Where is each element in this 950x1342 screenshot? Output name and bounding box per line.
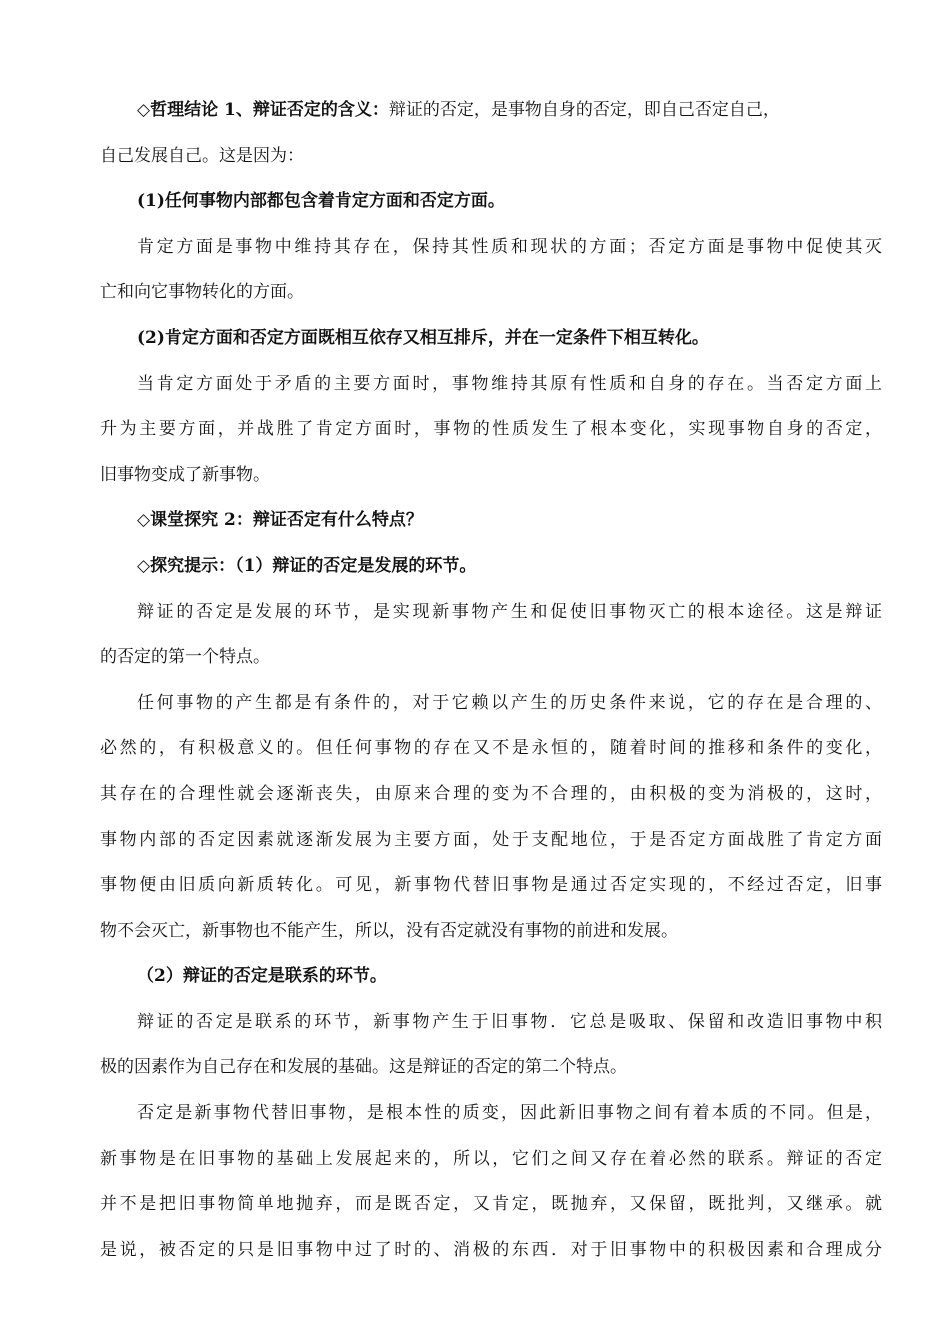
line-21 xyxy=(100,1000,882,1046)
document-body xyxy=(100,88,882,1273)
line-1 xyxy=(100,88,882,134)
line-text: 自己发展自己。这是因为： xyxy=(100,145,304,166)
line-17 xyxy=(100,818,882,864)
line-16 xyxy=(100,772,882,818)
line-4 xyxy=(100,225,882,271)
line-14 xyxy=(100,681,882,727)
line-12 xyxy=(100,590,882,636)
line-22 xyxy=(100,1045,882,1091)
line-text: 当肯定方面处于矛盾的主要方面时，事物维持其原有性质和自身的存在。当否定方面上 xyxy=(137,373,882,394)
section-heading: ◇课堂探究 2：辩证否定有什么特点？ xyxy=(137,510,423,531)
line-7 xyxy=(100,362,882,408)
line-18 xyxy=(100,863,882,909)
line-13 xyxy=(100,635,882,681)
line-26 xyxy=(100,1228,882,1274)
line-text: 升为主要方面，并战胜了肯定方面时，事物的性质发生了根本变化，实现事物自身的否定， xyxy=(100,419,882,440)
line-text: 事物内部的否定因素就逐渐发展为主要方面，处于支配地位，于是否定方面战胜了肯定方面 xyxy=(100,829,882,850)
line-text: 肯定方面是事物中维持其存在，保持其性质和现状的方面；否定方面是事物中促使其灭 xyxy=(137,236,882,257)
line-text: 否定是新事物代替旧事物，是根本性的质变，因此新旧事物之间有着本质的不同。但是， xyxy=(137,1103,882,1124)
line-text: 辩证的否定是发展的环节，是实现新事物产生和促使旧事物灭亡的根本途径。这是辩证 xyxy=(137,601,882,622)
line-8 xyxy=(100,407,882,453)
line-text: 旧事物变成了新事物。 xyxy=(100,464,270,485)
line-2 xyxy=(100,134,882,180)
point-heading: (2)肯定方面和否定方面既相互依存又相互排斥，并在一定条件下相互转化。 xyxy=(137,327,709,348)
line-text: 辩证的否定是联系的环节，新事物产生于旧事物．它总是吸取、保留和改造旧事物中积 xyxy=(137,1011,882,1032)
line-text: 亡和向它事物转化的方面。 xyxy=(100,282,304,303)
line-text: 的否定的第一个特点。 xyxy=(100,647,270,668)
line-text: 极的因素作为自己存在和发展的基础。这是辩证的否定的第二个特点。 xyxy=(100,1057,627,1078)
line-text: 事物便由旧质向新质转化。可见，新事物代替旧事物是通过否定实现的，不经过否定，旧事 xyxy=(100,875,882,896)
line-text: 并不是把旧事物简单地抛弃，而是既否定，又肯定，既抛弃，又保留，既批判，又继承。就 xyxy=(100,1194,882,1215)
line-15 xyxy=(100,726,882,772)
line-6 xyxy=(100,316,882,362)
line-10 xyxy=(100,498,882,544)
line-text: 任何事物的产生都是有条件的，对于它赖以产生的历史条件来说，它的存在是合理的、 xyxy=(137,692,882,713)
line-20 xyxy=(100,954,882,1000)
line-23 xyxy=(100,1091,882,1137)
line-text: 物不会灭亡，新事物也不能产生，所以，没有否定就没有事物的前进和发展。 xyxy=(100,920,678,941)
line-25 xyxy=(100,1182,882,1228)
line-text: 必然的，有积极意义的。但任何事物的存在又不是永恒的，随着时间的推移和条件的变化， xyxy=(100,738,882,759)
line-9 xyxy=(100,453,882,499)
line-19 xyxy=(100,909,882,955)
line-3 xyxy=(100,179,882,225)
line-text: 是说，被否定的只是旧事物中过了时的、消极的东西．对于旧事物中的积极因素和合理成分 xyxy=(100,1239,882,1260)
line-11 xyxy=(100,544,882,590)
section-heading: ◇探究提示：（1）辩证的否定是发展的环节。 xyxy=(137,555,477,576)
section-heading: ◇哲理结论 1、辩证否定的含义： xyxy=(137,100,389,120)
line-24 xyxy=(100,1137,882,1183)
point-heading: (1)任何事物内部都包含着肯定方面和否定方面。 xyxy=(137,191,505,212)
line-text: 辩证的否定，是事物自身的否定，即自己否定自己， xyxy=(388,100,780,120)
line-5 xyxy=(100,270,882,316)
line-text: 新事物是在旧事物的基础上发展起来的，所以，它们之间又存在着必然的联系。辩证的否定 xyxy=(100,1148,882,1169)
point-heading: （2）辩证的否定是联系的环节。 xyxy=(137,966,387,987)
line-text: 其存在的合理性就会逐渐丧失，由原来合理的变为不合理的，由积极的变为消极的，这时， xyxy=(100,783,882,804)
